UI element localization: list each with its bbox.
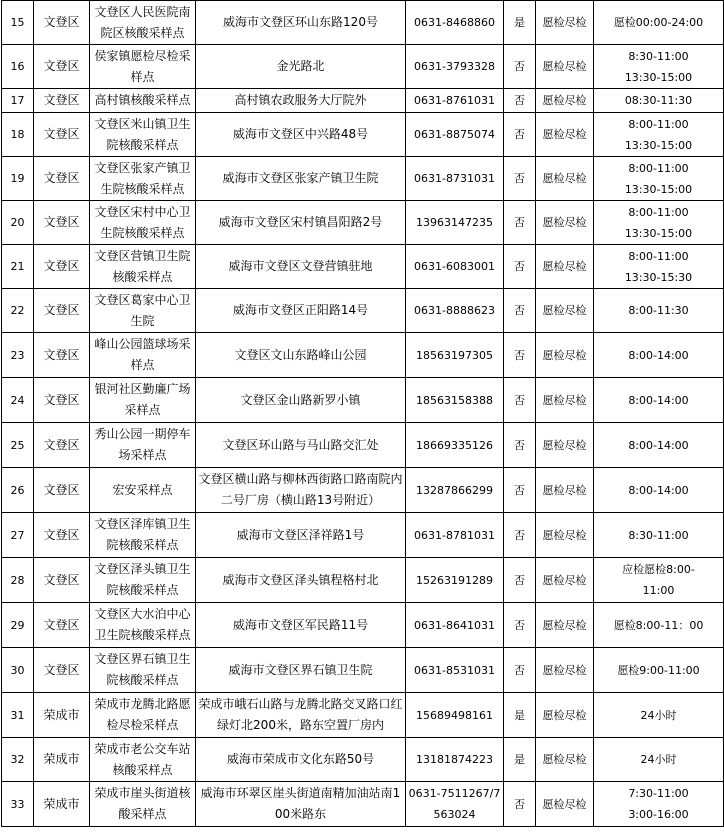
- all-day-cell: 否: [504, 468, 536, 513]
- hours-line: 应检愿检8:00-: [622, 563, 695, 576]
- address-cell: 文登区文山东路峰山公园: [196, 333, 406, 378]
- hours-cell: [594, 89, 724, 113]
- address-cell: 威海市荣成市文化东路50号: [196, 738, 406, 782]
- all-day-cell: 是: [504, 1, 536, 45]
- hours-line: 13:30-15:00: [624, 70, 693, 84]
- site-name-cell: 文登区界石镇卫生院核酸采样点: [90, 648, 196, 693]
- hours-line: 8:30-11:00: [628, 49, 689, 63]
- all-day-cell: 否: [504, 558, 536, 603]
- hours-cell: [594, 45, 724, 89]
- row-number: 26: [2, 468, 34, 513]
- site-name-cell: 侯家镇愿检尽检采样点: [90, 45, 196, 89]
- phone-cell: 13287866299: [406, 468, 504, 513]
- hours-cell: [594, 333, 724, 378]
- district-cell: 文登区: [34, 157, 90, 201]
- phone-cell: 15263191289: [406, 558, 504, 603]
- address-cell: 威海市文登区泽祥路1号: [196, 513, 406, 558]
- hours-cell: [594, 201, 724, 245]
- service-type-cell: 愿检尽检: [536, 289, 594, 333]
- table-row: [2, 289, 724, 333]
- hours-cell: [594, 378, 724, 423]
- hours-line: 08:30-11:30: [624, 94, 693, 107]
- hours-cell: [594, 468, 724, 513]
- all-day-cell: 否: [504, 289, 536, 333]
- sampling-sites-table: [1, 0, 724, 827]
- address-cell: 威海市文登区中兴路48号: [196, 113, 406, 157]
- site-name-cell: 高村镇核酸采样点: [90, 89, 196, 113]
- district-cell: 文登区: [34, 333, 90, 378]
- site-name-cell: 荣成市崖头街道核酸采样点: [90, 782, 196, 827]
- site-name-cell: 荣成市龙腾北路愿检尽检采样点: [90, 693, 196, 738]
- service-type-cell: 愿检尽检: [536, 782, 594, 827]
- service-type-cell: 愿检尽检: [536, 378, 594, 423]
- table-row: [2, 738, 724, 782]
- row-number: 20: [2, 201, 34, 245]
- phone-cell: 18563197305: [406, 333, 504, 378]
- hours-line: 8:00-11:00: [628, 249, 689, 263]
- table-body: [2, 1, 724, 827]
- hours-line: 8:00-11:00: [628, 161, 689, 175]
- service-type-cell: 愿检尽检: [536, 89, 594, 113]
- hours-line: 3:00-16:00: [628, 808, 689, 821]
- service-type-cell: 愿检尽检: [536, 157, 594, 201]
- address-cell: 威海市文登区宋村镇昌阳路2号: [196, 201, 406, 245]
- hours-line: 8:00-14:00: [628, 483, 689, 497]
- all-day-cell: 否: [504, 513, 536, 558]
- hours-line: 8:00-14:00: [628, 348, 689, 362]
- phone-cell: 0631-8875074: [406, 113, 504, 157]
- row-number: 15: [2, 1, 34, 45]
- hours-cell: [594, 558, 724, 603]
- table-row: [2, 1, 724, 45]
- phone-cell: 0631-8641031: [406, 603, 504, 648]
- hours-cell: [594, 289, 724, 333]
- service-type-cell: 愿检尽检: [536, 333, 594, 378]
- row-number: 23: [2, 333, 34, 378]
- service-type-cell: 愿检尽检: [536, 738, 594, 782]
- hours-line: 愿检9:00-11:00: [617, 663, 700, 677]
- phone-cell: 0631-8468860: [406, 1, 504, 45]
- district-cell: 文登区: [34, 513, 90, 558]
- address-cell: 金光路北: [196, 45, 406, 89]
- row-number: 18: [2, 113, 34, 157]
- service-type-cell: 愿检尽检: [536, 558, 594, 603]
- address-cell: 威海市环翠区崖头街道南精加油站南100米路东: [196, 782, 406, 827]
- row-number: 30: [2, 648, 34, 693]
- all-day-cell: 是: [504, 738, 536, 782]
- hours-cell: [594, 513, 724, 558]
- hours-line: 13:30-15:30: [624, 270, 693, 284]
- all-day-cell: 否: [504, 245, 536, 289]
- district-cell: 文登区: [34, 89, 90, 113]
- hours-cell: [594, 782, 724, 827]
- site-name-cell: 荣成市老公交车站核酸采样点: [90, 738, 196, 782]
- table-row: [2, 157, 724, 201]
- phone-cell: 0631-8888623: [406, 289, 504, 333]
- site-name-cell: 宏安采样点: [90, 468, 196, 513]
- service-type-cell: 愿检尽检: [536, 201, 594, 245]
- phone-cell: 0631-8731031: [406, 157, 504, 201]
- table-row: [2, 89, 724, 113]
- site-name-cell: 文登区张家产镇卫生院核酸采样点: [90, 157, 196, 201]
- district-cell: 文登区: [34, 558, 90, 603]
- address-cell: 威海市文登区正阳路14号: [196, 289, 406, 333]
- phone-cell: 18563158388: [406, 378, 504, 423]
- all-day-cell: 否: [504, 157, 536, 201]
- hours-cell: [594, 423, 724, 468]
- hours-cell: [594, 1, 724, 45]
- hours-cell: [594, 648, 724, 693]
- service-type-cell: 愿检尽检: [536, 45, 594, 89]
- address-cell: 威海市文登区界石镇卫生院: [196, 648, 406, 693]
- hours-line: 8:30-11:00: [628, 528, 689, 542]
- row-number: 22: [2, 289, 34, 333]
- row-number: 29: [2, 603, 34, 648]
- district-cell: 文登区: [34, 289, 90, 333]
- table-row: [2, 333, 724, 378]
- site-name-cell: 银河社区勤廉广场采样点: [90, 378, 196, 423]
- hours-line: 8:00-11:30: [628, 304, 689, 317]
- hours-line: 8:00-11:00: [628, 205, 689, 219]
- row-number: 21: [2, 245, 34, 289]
- district-cell: 文登区: [34, 245, 90, 289]
- hours-line: 24小时: [640, 753, 677, 766]
- service-type-cell: 愿检尽检: [536, 513, 594, 558]
- hours-cell: [594, 157, 724, 201]
- district-cell: 文登区: [34, 45, 90, 89]
- district-cell: 文登区: [34, 201, 90, 245]
- table-row: [2, 693, 724, 738]
- address-cell: 荣成市峨石山路与龙腾北路交叉路口红绿灯北200米，路东空置厂房内: [196, 693, 406, 738]
- district-cell: 文登区: [34, 113, 90, 157]
- all-day-cell: 否: [504, 45, 536, 89]
- district-cell: 荣成市: [34, 738, 90, 782]
- address-cell: 高村镇农政服务大厅院外: [196, 89, 406, 113]
- district-cell: 文登区: [34, 648, 90, 693]
- district-cell: 文登区: [34, 603, 90, 648]
- all-day-cell: 否: [504, 113, 536, 157]
- site-name-cell: 文登区宋村中心卫生院核酸采样点: [90, 201, 196, 245]
- phone-cell: 0631-8531031: [406, 648, 504, 693]
- site-name-cell: 文登区泽库镇卫生院核酸采样点: [90, 513, 196, 558]
- all-day-cell: 否: [504, 648, 536, 693]
- table-row: [2, 782, 724, 827]
- row-number: 19: [2, 157, 34, 201]
- service-type-cell: 愿检尽检: [536, 1, 594, 45]
- service-type-cell: 愿检尽检: [536, 468, 594, 513]
- row-number: 25: [2, 423, 34, 468]
- row-number: 24: [2, 378, 34, 423]
- site-name-cell: 文登区大水泊中心卫生院核酸采样点: [90, 603, 196, 648]
- address-cell: 威海市文登区军民路11号: [196, 603, 406, 648]
- all-day-cell: 否: [504, 201, 536, 245]
- service-type-cell: 愿检尽检: [536, 245, 594, 289]
- district-cell: 文登区: [34, 1, 90, 45]
- hours-cell: [594, 738, 724, 782]
- service-type-cell: 愿检尽检: [536, 113, 594, 157]
- hours-line: 24小时: [640, 708, 677, 722]
- hours-cell: [594, 603, 724, 648]
- site-name-cell: 文登区营镇卫生院核酸采样点: [90, 245, 196, 289]
- address-cell: 威海市文登区泽头镇程格村北: [196, 558, 406, 603]
- table-row: [2, 513, 724, 558]
- phone-cell: 13963147235: [406, 201, 504, 245]
- address-cell: 文登区金山路新罗小镇: [196, 378, 406, 423]
- row-number: 27: [2, 513, 34, 558]
- site-name-cell: 峰山公园篮球场采样点: [90, 333, 196, 378]
- all-day-cell: 否: [504, 333, 536, 378]
- district-cell: 荣成市: [34, 782, 90, 827]
- hours-line: 愿检8:00-11：00: [613, 618, 704, 632]
- site-name-cell: 文登区人民医院南院区核酸采样点: [90, 1, 196, 45]
- table-row: [2, 648, 724, 693]
- all-day-cell: 否: [504, 782, 536, 827]
- address-cell: 文登区横山路与柳林西街路口路南院内二号厂房（横山路13号附近）: [196, 468, 406, 513]
- district-cell: 文登区: [34, 423, 90, 468]
- address-cell: 文登区环山路与马山路交汇处: [196, 423, 406, 468]
- hours-line: 13:30-15:00: [624, 182, 693, 196]
- table-row: [2, 113, 724, 157]
- table-row: [2, 45, 724, 89]
- hours-line: 13:30-15:00: [624, 138, 693, 152]
- address-cell: 威海市文登区张家产镇卫生院: [196, 157, 406, 201]
- phone-cell: 0631-3793328: [406, 45, 504, 89]
- phone-cell: 13181874223: [406, 738, 504, 782]
- row-number: 16: [2, 45, 34, 89]
- hours-line: 愿检00:00-24:00: [613, 16, 704, 29]
- table-row: [2, 201, 724, 245]
- row-number: 17: [2, 89, 34, 113]
- hours-line: 7:30-11:00: [628, 787, 689, 800]
- hours-cell: [594, 245, 724, 289]
- row-number: 32: [2, 738, 34, 782]
- hours-line: 13:30-15:00: [624, 226, 693, 240]
- phone-cell: 0631-8781031: [406, 513, 504, 558]
- service-type-cell: 愿检尽检: [536, 603, 594, 648]
- table-row: [2, 603, 724, 648]
- service-type-cell: 愿检尽检: [536, 693, 594, 738]
- address-cell: 威海市文登区环山东路120号: [196, 1, 406, 45]
- hours-line: 11:00: [642, 584, 675, 597]
- hours-line: 8:00-11:00: [628, 117, 689, 131]
- row-number: 31: [2, 693, 34, 738]
- site-name-cell: 文登区泽头镇卫生院核酸采样点: [90, 558, 196, 603]
- phone-cell: 0631-7511267/7563024: [406, 782, 504, 827]
- phone-cell: 0631-8761031: [406, 89, 504, 113]
- all-day-cell: 否: [504, 603, 536, 648]
- phone-cell: 15689498161: [406, 693, 504, 738]
- table-row: [2, 378, 724, 423]
- district-cell: 文登区: [34, 378, 90, 423]
- district-cell: 荣成市: [34, 693, 90, 738]
- service-type-cell: 愿检尽检: [536, 648, 594, 693]
- table-row: [2, 423, 724, 468]
- hours-line: 8:00-14:00: [628, 438, 689, 452]
- hours-line: 8:00-14:00: [628, 393, 689, 407]
- site-name-cell: 文登区葛家中心卫生院: [90, 289, 196, 333]
- table-row: [2, 468, 724, 513]
- all-day-cell: 是: [504, 693, 536, 738]
- site-name-cell: 秀山公园一期停车场采样点: [90, 423, 196, 468]
- table-row: [2, 558, 724, 603]
- site-name-cell: 文登区米山镇卫生院核酸采样点: [90, 113, 196, 157]
- all-day-cell: 否: [504, 423, 536, 468]
- district-cell: 文登区: [34, 468, 90, 513]
- hours-cell: [594, 113, 724, 157]
- row-number: 33: [2, 782, 34, 827]
- table-row: [2, 245, 724, 289]
- service-type-cell: 愿检尽检: [536, 423, 594, 468]
- row-number: 28: [2, 558, 34, 603]
- address-cell: 威海市文登区文登营镇驻地: [196, 245, 406, 289]
- phone-cell: 18669335126: [406, 423, 504, 468]
- phone-cell: 0631-6083001: [406, 245, 504, 289]
- all-day-cell: 否: [504, 378, 536, 423]
- all-day-cell: 否: [504, 89, 536, 113]
- hours-cell: [594, 693, 724, 738]
